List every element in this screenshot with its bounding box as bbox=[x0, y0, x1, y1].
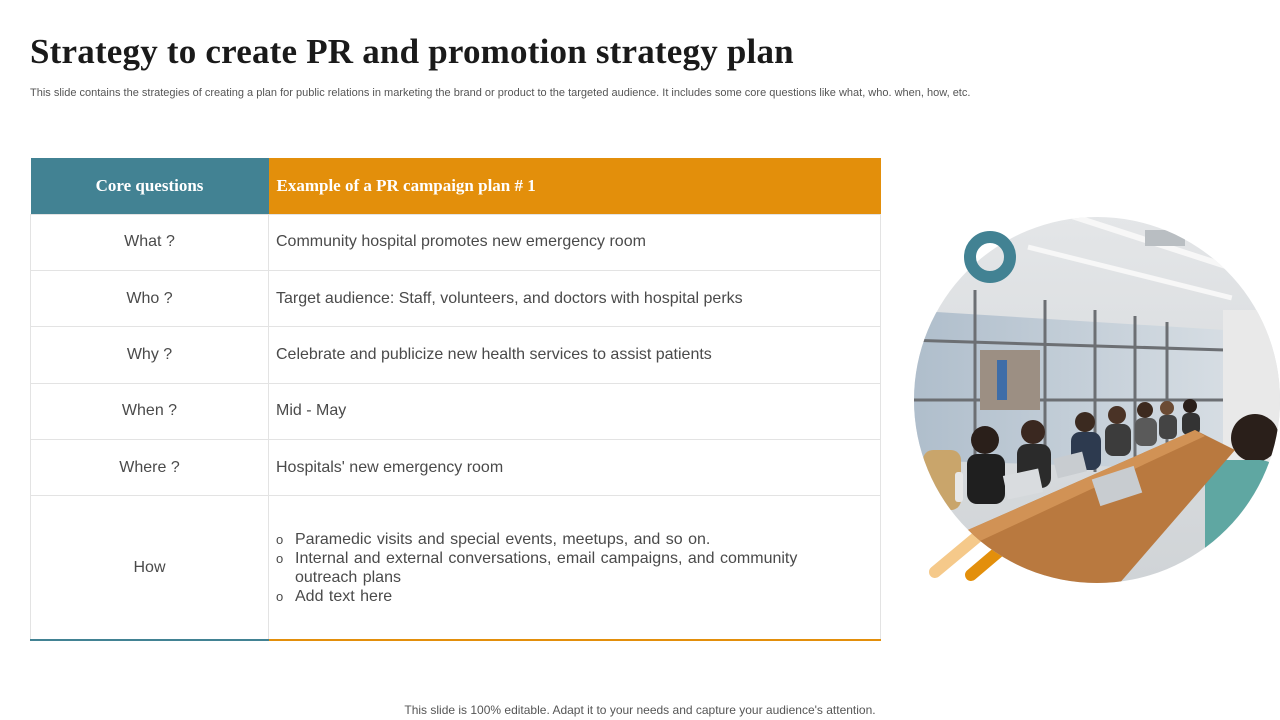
question-cell: How bbox=[31, 496, 269, 640]
table-row bbox=[31, 383, 881, 439]
pr-plan-table bbox=[30, 158, 881, 641]
list-item-text: Internal and external conversations, email campaigns, and community outreach plans bbox=[295, 549, 798, 586]
question-cell: Why ? bbox=[31, 327, 269, 383]
slide-footer: This slide is 100% editable. Adapt it to your needs and capture your audience's attention. bbox=[404, 703, 876, 717]
table-row-how bbox=[31, 496, 881, 640]
list-item-text: Paramedic visits and special events, meetups, and so on. bbox=[295, 530, 711, 548]
answer-cell: Mid - May bbox=[269, 383, 881, 439]
answer-cell: Hospitals' new emergency room bbox=[269, 440, 881, 496]
answer-cell-how bbox=[269, 496, 881, 640]
how-bullet-list bbox=[276, 530, 856, 606]
table-row bbox=[31, 440, 881, 496]
header-campaign-plan: Example of a PR campaign plan # 1 bbox=[269, 158, 881, 214]
meeting-room-photo bbox=[905, 210, 1280, 600]
table-row bbox=[31, 270, 881, 326]
question-cell: When ? bbox=[31, 383, 269, 439]
slide-title: Strategy to create PR and promotion strategy plan bbox=[30, 32, 794, 71]
list-item bbox=[276, 587, 856, 606]
list-item-text: Add text here bbox=[295, 587, 393, 605]
table-row bbox=[31, 327, 881, 383]
bullet-icon: o bbox=[276, 588, 284, 604]
answer-cell: Community hospital promotes new emergency room bbox=[269, 214, 881, 270]
question-cell: What ? bbox=[31, 214, 269, 270]
photo-group bbox=[905, 210, 1280, 600]
answer-cell: Target audience: Staff, volunteers, and doctors with hospital perks bbox=[269, 270, 881, 326]
slide-subtitle: This slide contains the strategies of creating a plan for public relations in marketing the brand or product to the targeted audience. It includes some core questions like what, who. when, how, etc. bbox=[30, 87, 971, 99]
header-core-questions: Core questions bbox=[31, 158, 269, 214]
table-header-row bbox=[31, 158, 881, 214]
bullet-icon: o bbox=[276, 531, 284, 547]
list-item bbox=[276, 530, 856, 549]
bullet-icon: o bbox=[276, 550, 284, 566]
question-cell: Who ? bbox=[31, 270, 269, 326]
list-item bbox=[276, 549, 856, 587]
question-cell: Where ? bbox=[31, 440, 269, 496]
answer-cell: Celebrate and publicize new health services to assist patients bbox=[269, 327, 881, 383]
table-row bbox=[31, 214, 881, 270]
